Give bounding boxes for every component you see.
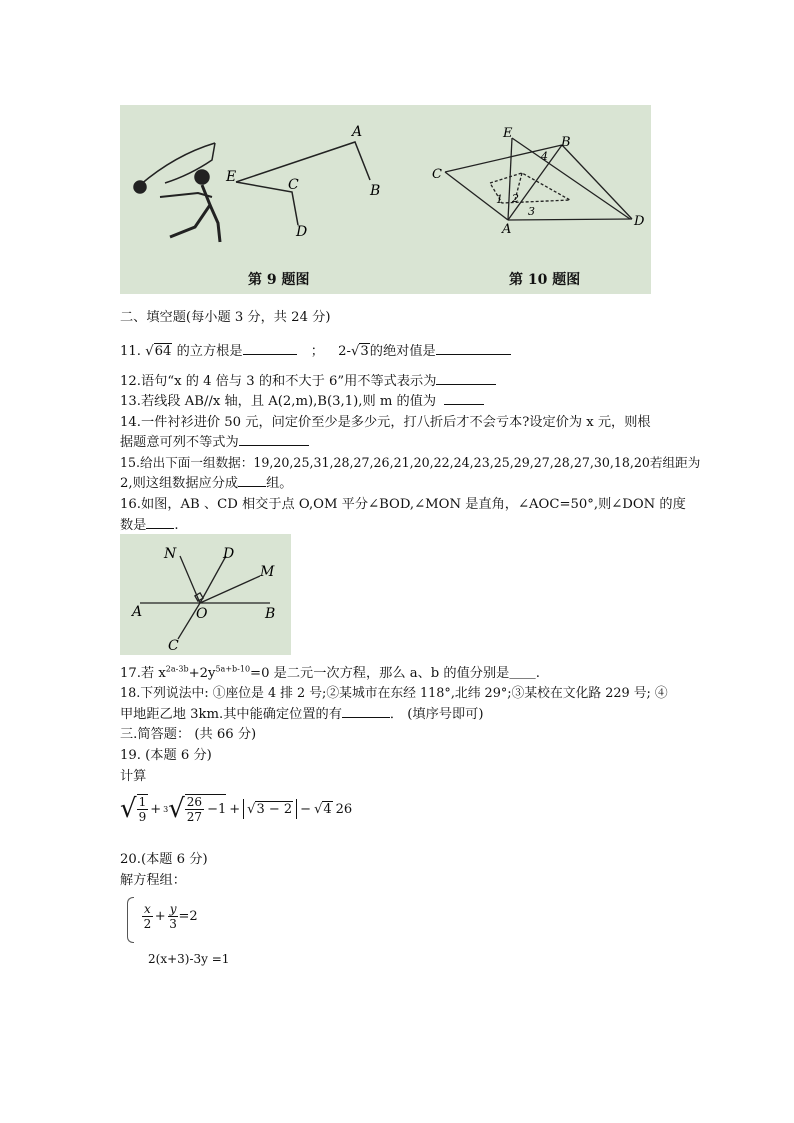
dancer-figure (134, 143, 220, 242)
q20-equation-2: 2(x+3)-3y =1 (148, 952, 230, 966)
q11-number: 11. (120, 344, 141, 359)
section-2-title: 二、填空题(每小题 3 分，共 24 分) (120, 310, 331, 325)
fig10-label-E: E (503, 126, 513, 141)
q19-sqrt-sign: √ (120, 794, 137, 824)
question-17 (120, 662, 540, 681)
fig16-label-D: D (223, 546, 235, 562)
fig10-angle-4: 4 (541, 150, 548, 163)
question-18-line-1: 18.下列说法中: ①座位是 4 排 2 号;②某城市在东经 118°,北纬 29°;③某校在文化路 229 号; ④ (120, 686, 668, 701)
q20-frac-y: $\frac{y}{3}$ (169, 902, 177, 931)
q19-plus-1: + (150, 801, 162, 817)
fig16-label-A: A (132, 604, 143, 620)
question-15-line-1: 15.给出下面一组数据：19,20,25,31,28,27,26,21,20,22,24,23,25,29,27,28,27,30,18,20若组距为 (120, 455, 701, 470)
q17-text-a: 17.若 x (120, 666, 166, 681)
q18-blank (342, 705, 390, 718)
q19-sqrt-4: √4 (314, 802, 332, 817)
q19-minus-2: − (300, 801, 312, 817)
q11-text-3: 的绝对值是 (369, 344, 436, 359)
question-18-line-2 (120, 703, 484, 722)
q15-blank (238, 474, 266, 487)
q17-text-b: +2y (188, 666, 216, 681)
figure-panel-9-10 (120, 105, 651, 294)
q19-cbrt-sign: √ (168, 794, 185, 824)
fig16-label-C: C (168, 638, 179, 654)
q12-text: 12.语句“x 的 4 倍与 3 的和不大于 6”用不等式表示为 (120, 374, 437, 389)
q11-blank-1 (243, 342, 297, 355)
fig10-label-B: B (561, 135, 571, 150)
q16-text-2: 数是 (120, 518, 147, 533)
fig10-angle-2: 2 (512, 192, 519, 205)
q15-text-2b: 组。 (266, 476, 293, 491)
question-15-line-2 (120, 472, 292, 491)
fig9-label-E: E (226, 169, 237, 185)
q14-text-2: 据题意可列不等式为 (120, 435, 239, 450)
q19-tail: 26 (335, 801, 353, 817)
q13-blank (444, 392, 484, 405)
fig16-label-N: N (164, 546, 177, 562)
q11-text-2: 2- (338, 344, 351, 359)
q19-minus-1: −1 (207, 802, 227, 817)
q20-frac-x: $\frac{x}{2}$ (143, 902, 152, 931)
q11-sqrt-2: √3 (350, 344, 369, 359)
q20-equation-1: $\frac{x}{2}$ + $\frac{y}{3}$ =2 (143, 902, 198, 931)
q19-plus-2: + (229, 801, 241, 817)
fig9-label-C: C (288, 177, 299, 193)
fig16-label-M: M (260, 564, 275, 580)
question-16-line-1: 16.如图，AB 、CD 相交于点 O,OM 平分∠BOD,∠MON 是直角，∠AOC=50°,则∠DON 的度 (120, 497, 686, 512)
q19-fraction-2: $\frac{26}{27}$ (186, 795, 203, 824)
question-19-head: 19. (本题 6 分) (120, 748, 212, 763)
q19-cbrt-body (185, 794, 226, 824)
q18-text-2b: ． (填序号即可) (389, 707, 484, 722)
question-19-sub: 计算 (120, 769, 147, 784)
q12-blank (436, 372, 496, 385)
figure-9-lines (236, 142, 370, 225)
q11-sqrt: √64 (145, 344, 172, 359)
figure-9-10-drawing (120, 105, 651, 294)
question-20-sub: 解方程组： (120, 873, 186, 888)
question-11 (120, 340, 511, 359)
q11-separator: ； (310, 344, 324, 359)
q19-fraction-1: $\frac{1}{9}$ (138, 795, 147, 824)
question-14-line-1: 14.一件衬衫进价 50 元，问定价至少是多少元，打八折后才不会亏本?设定价为 x 元，则根 (120, 415, 651, 430)
fig10-label-D: D (634, 214, 645, 229)
fig16-label-B: B (265, 606, 276, 622)
q13-text: 13.若线段 AB//x 轴，且 A(2,m),B(3,1),则 m 的值为 (120, 394, 437, 409)
figure-16-panel (120, 534, 291, 655)
question-20-head: 20.(本题 6 分) (120, 852, 208, 867)
fig10-angle-1: 1 (496, 193, 503, 206)
q15-text-2a: 2,则这组数据应分成 (120, 476, 239, 491)
question-14-line-2 (120, 431, 309, 450)
q11-blank-2 (436, 342, 511, 355)
caption-figure-9: 第 9 题图 (248, 272, 310, 288)
fig9-label-D: D (296, 224, 308, 240)
figure-10-lines (445, 138, 632, 220)
fig10-angle-3: 3 (528, 205, 535, 218)
q14-blank (239, 433, 309, 446)
question-19-expression (120, 794, 352, 824)
fig10-label-A: A (502, 222, 512, 237)
q17-text-c: =0 是二元一次方程，那么 a、b 的值分别是＿＿. (250, 666, 540, 681)
figure-16-drawing (120, 534, 291, 655)
fig16-label-O: O (196, 606, 208, 622)
caption-figure-10: 第 10 题图 (509, 272, 581, 288)
q19-cube-index: 3 (163, 804, 169, 814)
q19-absolute: √3 − 2 (243, 799, 297, 819)
q16-blank (146, 516, 174, 529)
q17-exponent-2: 5a+b-10 (215, 664, 251, 674)
fig9-label-A: A (352, 124, 363, 140)
q20-eq1-rhs: =2 (178, 909, 198, 924)
fig10-label-C: C (432, 167, 442, 182)
q20-brace (127, 897, 134, 943)
q18-text-2a: 甲地距乙地 3km.其中能确定位置的有 (120, 707, 342, 722)
section-3-title: 三.简答题： (共 66 分) (120, 727, 257, 742)
fig9-label-B: B (370, 183, 381, 199)
question-16-line-2: 数是 . (120, 518, 179, 533)
question-12 (120, 370, 496, 389)
q17-exponent-1: 2a-3b (165, 664, 189, 674)
question-13 (120, 390, 484, 409)
q11-text-1: 的立方根是 (176, 344, 243, 359)
